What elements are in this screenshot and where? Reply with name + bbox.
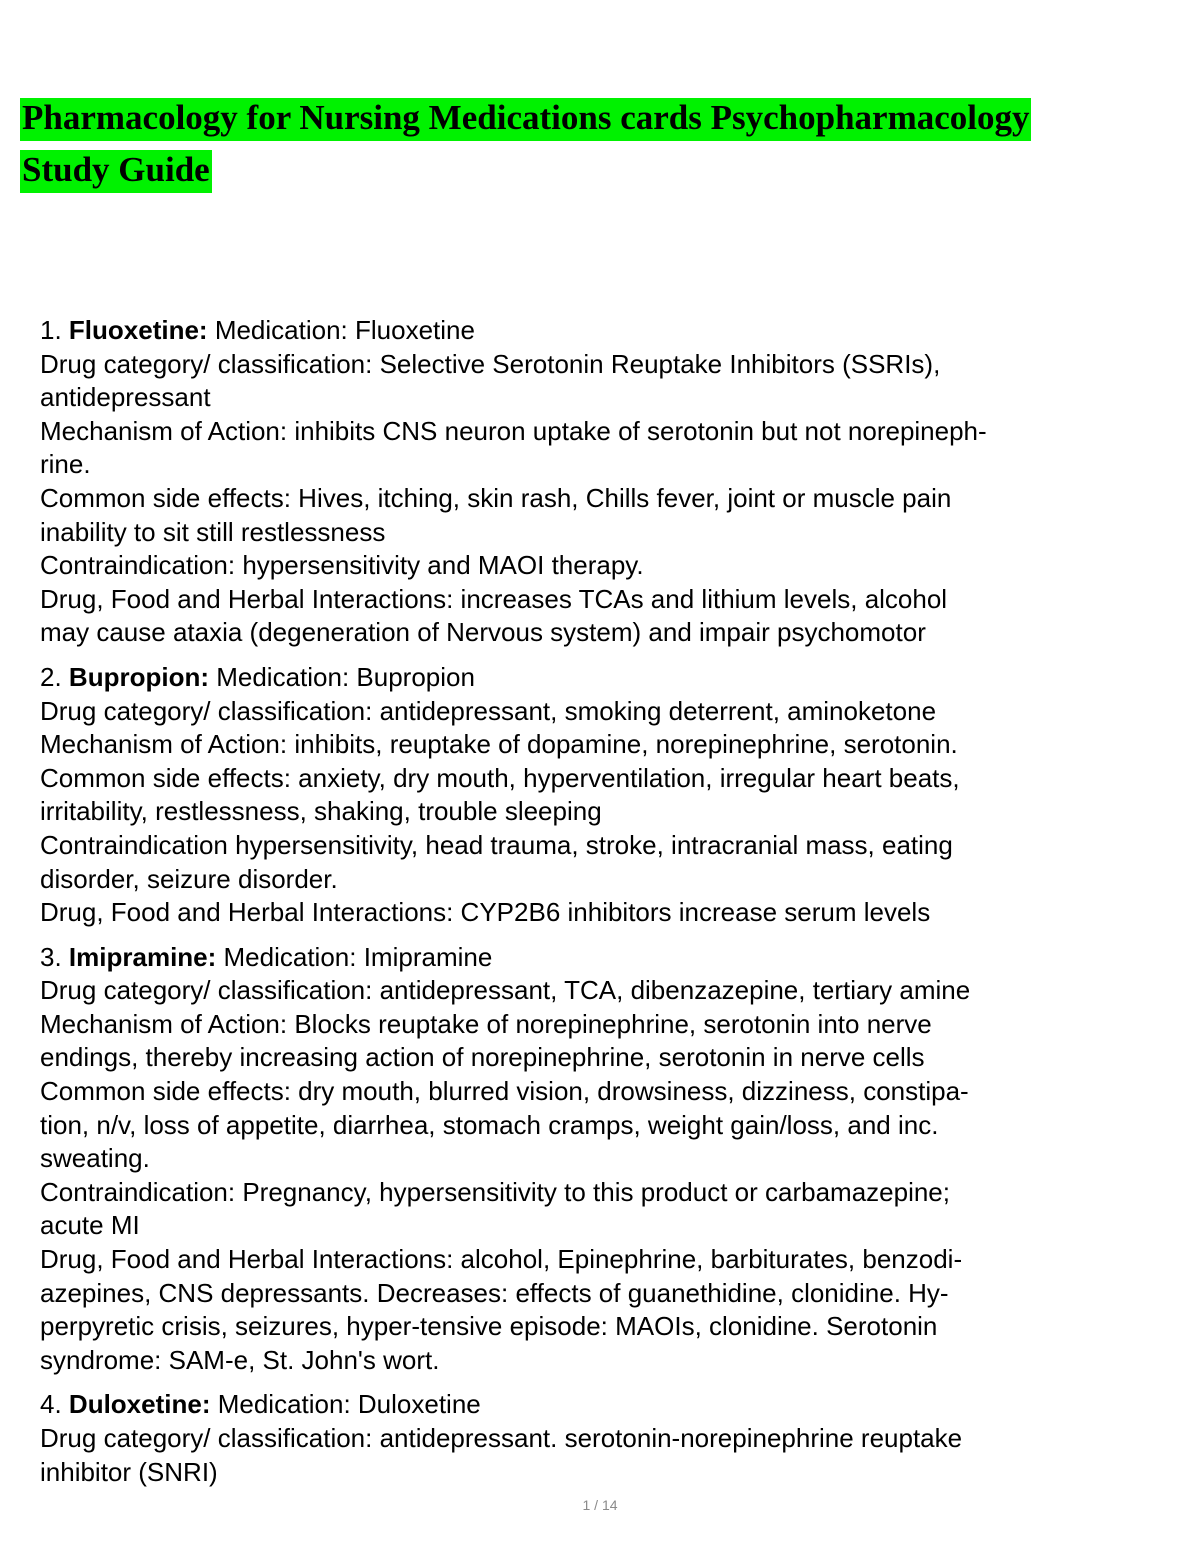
entry-line: perpyretic crisis, seizures, hyper-tensive episode: MAOIs, clonidine. Serotonin bbox=[40, 1311, 938, 1342]
entry-heading bbox=[40, 941, 1170, 975]
document-title bbox=[20, 92, 1170, 196]
entry-line: antidepressant bbox=[40, 382, 211, 413]
page-indicator: 1 / 14 bbox=[582, 1497, 618, 1513]
entry-heading-rest: Medication: Imipramine bbox=[216, 941, 493, 972]
entry-line: inability to sit still restlessness bbox=[40, 516, 386, 547]
entry-line: Common side effects: dry mouth, blurred vision, drowsiness, dizziness, constipa- bbox=[40, 1076, 969, 1107]
medication-name: Bupropion: bbox=[68, 661, 209, 692]
entry-heading bbox=[40, 314, 1170, 348]
entry-line: Contraindication hypersensitivity, head trauma, stroke, intracranial mass, eating bbox=[40, 829, 953, 860]
entry-line: tion, n/v, loss of appetite, diarrhea, stomach cramps, weight gain/loss, and inc. bbox=[40, 1109, 939, 1140]
entry-line: disorder, seizure disorder. bbox=[40, 863, 338, 894]
medication-name: Imipramine: bbox=[68, 941, 217, 972]
entry-line: Mechanism of Action: inhibits, reuptake of dopamine, norepinephrine, serotonin. bbox=[40, 729, 958, 760]
entry-line: may cause ataxia (degeneration of Nervous system) and impair psychomotor bbox=[40, 617, 926, 648]
entry-number: 1. bbox=[40, 315, 62, 345]
entry-line: endings, thereby increasing action of norepinephrine, serotonin in nerve cells bbox=[40, 1042, 925, 1073]
entry-line: sweating. bbox=[40, 1143, 150, 1174]
entry-line: Common side effects: anxiety, dry mouth, hyperventilation, irregular heart beats, bbox=[40, 762, 960, 793]
entry-line: Drug, Food and Herbal Interactions: increases TCAs and lithium levels, alcohol bbox=[40, 583, 948, 614]
medication-entry-bupropion bbox=[40, 661, 1170, 930]
entry-line: Drug category/ classification: antidepressant, TCA, dibenzazepine, tertiary amine bbox=[40, 975, 971, 1006]
entry-line: rine. bbox=[40, 449, 91, 480]
entry-line: Drug, Food and Herbal Interactions: alcohol, Epinephrine, barbiturates, benzodi- bbox=[40, 1244, 963, 1275]
medication-name: Duloxetine: bbox=[68, 1389, 211, 1420]
entry-line: azepines, CNS depressants. Decreases: effects of guanethidine, clonidine. Hy- bbox=[40, 1277, 949, 1308]
entry-line: Drug category/ classification: antidepressant, smoking deterrent, aminoketone bbox=[40, 695, 937, 726]
entry-heading bbox=[40, 661, 1170, 695]
medication-entry-fluoxetine bbox=[40, 314, 1170, 650]
entry-line: syndrome: SAM-e, St. John's wort. bbox=[40, 1344, 440, 1375]
title-line-2: Study Guide bbox=[20, 150, 212, 193]
entry-line: Mechanism of Action: Blocks reuptake of norepinephrine, serotonin into nerve bbox=[40, 1008, 932, 1039]
entry-number: 4. bbox=[40, 1389, 62, 1420]
entry-heading-rest: Medication: Fluoxetine bbox=[207, 315, 475, 345]
entry-line: Drug category/ classification: Selective Serotonin Reuptake Inhibitors (SSRIs), bbox=[40, 348, 941, 379]
entry-line: Drug category/ classification: antidepressant. serotonin-norepinephrine reuptake bbox=[40, 1423, 963, 1453]
entry-line: inhibitor (SNRI) bbox=[40, 1456, 218, 1487]
entry-number: 2. bbox=[40, 661, 62, 692]
entry-line: Contraindication: hypersensitivity and MAOI therapy. bbox=[40, 550, 644, 581]
entry-line: Contraindication: Pregnancy, hypersensitivity to this product or carbamazepine; bbox=[40, 1176, 950, 1207]
medication-entry-imipramine bbox=[40, 941, 1170, 1378]
entry-heading-rest: Medication: Bupropion bbox=[209, 661, 475, 692]
title-line-1: Pharmacology for Nursing Medications cards Psychopharmacology bbox=[20, 98, 1031, 141]
entry-line: irritability, restlessness, shaking, trouble sleeping bbox=[40, 796, 602, 827]
medication-entry-duloxetine bbox=[40, 1388, 1170, 1489]
entry-line: Common side effects: Hives, itching, skin rash, Chills fever, joint or muscle pain bbox=[40, 482, 952, 513]
medication-list bbox=[40, 314, 1170, 1500]
medication-name: Fluoxetine: bbox=[68, 315, 208, 345]
entry-line: acute MI bbox=[40, 1210, 140, 1241]
entry-heading bbox=[40, 1388, 1170, 1422]
entry-number: 3. bbox=[40, 941, 62, 972]
entry-line: Drug, Food and Herbal Interactions: CYP2B6 inhibitors increase serum levels bbox=[40, 897, 931, 928]
entry-line: Mechanism of Action: inhibits CNS neuron uptake of serotonin but not norepineph- bbox=[40, 415, 987, 446]
entry-heading-rest: Medication: Duloxetine bbox=[210, 1389, 481, 1420]
